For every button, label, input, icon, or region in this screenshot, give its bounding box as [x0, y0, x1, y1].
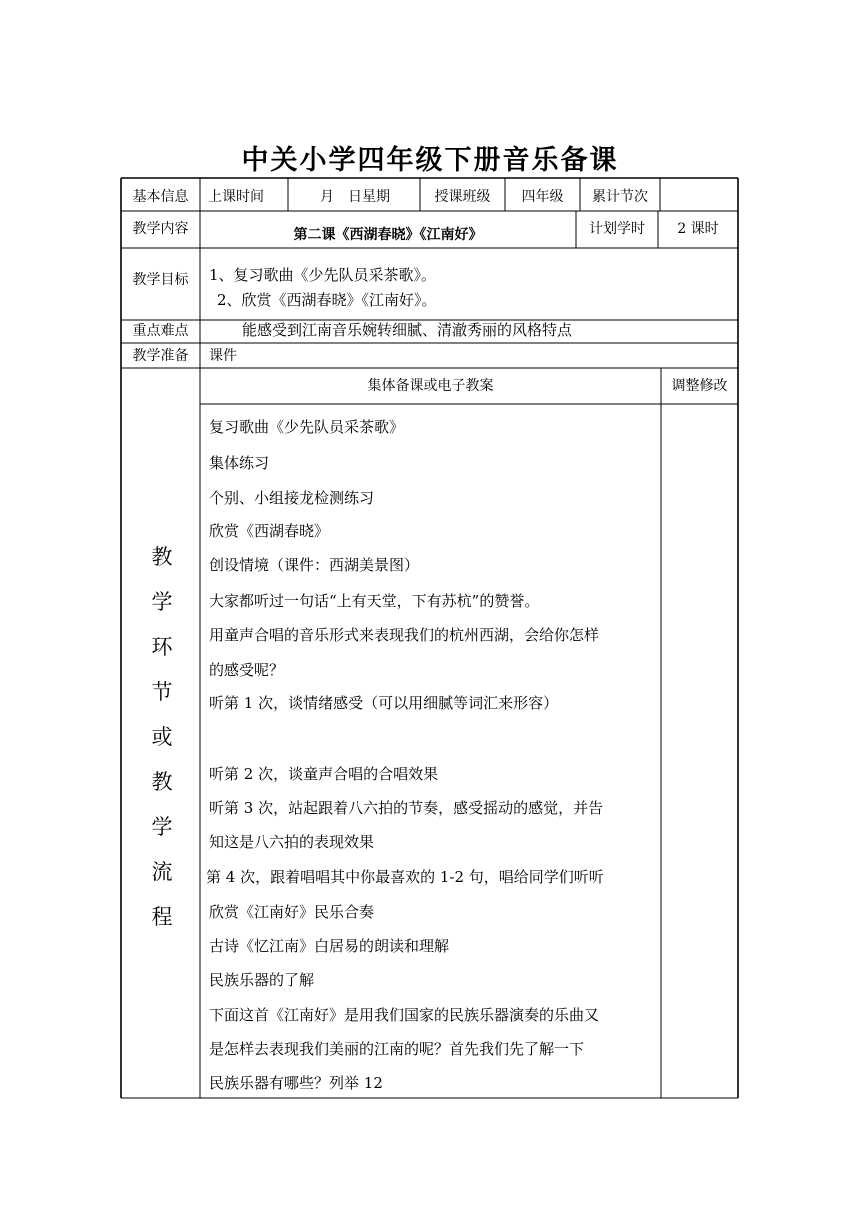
- plan-line: 民族乐器的了解: [209, 971, 315, 989]
- side-label-char: 环: [151, 635, 173, 659]
- side-label-char: 学: [151, 590, 173, 614]
- key-points-value: 能感受到江南音乐婉转细腻、清澈秀丽的风格特点: [242, 321, 573, 339]
- goal-label: 教学目标: [132, 272, 189, 288]
- plan-line: 集体练习: [209, 454, 270, 472]
- goal-line-2: 2、欣赏《西湖春晓》《江南好》。: [217, 291, 437, 309]
- page-title: 中关小学四年级下册音乐备课: [241, 145, 619, 176]
- plan-line: 第 4 次，跟着唱唱其中你最喜欢的 1-2 句，唱给同学们听听: [206, 868, 604, 886]
- adjust-header: 调整修改: [671, 378, 728, 394]
- side-label-char: 程: [151, 905, 173, 929]
- lesson-plan-header: 集体备课或电子教案: [367, 378, 494, 394]
- plan-line: 知这是八六拍的表现效果: [209, 833, 375, 851]
- class-time-label: 上课时间: [208, 189, 264, 205]
- plan-line: 听第 3 次，站起跟着八六拍的节奏，感受摇动的感觉，并告: [209, 799, 604, 817]
- plan-line: 古诗《忆江南》白居易的朗读和理解: [209, 937, 450, 955]
- plan-line: 下面这首《江南好》是用我们国家的民族乐器演奏的乐曲又: [209, 1006, 600, 1024]
- class-date-field: 月 日星期: [320, 189, 390, 205]
- lesson-count-label: 累计节次: [592, 189, 648, 205]
- content-label: 教学内容: [132, 221, 189, 237]
- side-label-char: 学: [151, 815, 173, 839]
- plan-line: 是怎样去表现我们美丽的江南的呢？首先我们先了解一下: [209, 1040, 585, 1058]
- key-points-label: 重点难点: [132, 323, 189, 339]
- plan-line: 的感受呢？: [209, 661, 285, 679]
- plan-line: 民族乐器有哪些？列举 12: [209, 1074, 383, 1092]
- basic-info-label: 基本信息: [132, 189, 189, 205]
- plan-line: 听第 1 次，谈情绪感受（可以用细腻等词汇来形容）: [209, 694, 559, 712]
- planned-hours-value: 2 课时: [677, 221, 719, 237]
- class-group-value: 四年级: [521, 189, 564, 205]
- side-label-char: 流: [151, 860, 173, 884]
- plan-line: 用童声合唱的音乐形式来表现我们的杭州西湖，会给你怎样: [209, 626, 600, 644]
- plan-line: 欣赏《江南好》民乐合奏: [209, 903, 375, 921]
- side-label-char: 教: [151, 770, 173, 794]
- preparation-label: 教学准备: [132, 348, 189, 364]
- plan-line: 个别、小组接龙检测练习: [209, 489, 375, 507]
- plan-line: 复习歌曲《少先队员采茶歌》: [209, 418, 405, 436]
- plan-line: 创设情境（课件：西湖美景图）: [209, 556, 420, 574]
- side-label-char: 节: [151, 680, 173, 704]
- plan-line: 听第 2 次，谈童声合唱的合唱效果: [209, 765, 439, 783]
- side-label-char: 或: [151, 725, 173, 749]
- goal-line-1: 1、复习歌曲《少先队员采茶歌》。: [209, 266, 437, 284]
- plan-line: 欣赏《西湖春晓》: [209, 522, 330, 540]
- content-value: 第二课《西湖春晓》《江南好》: [293, 227, 483, 243]
- planned-hours-label: 计划学时: [589, 221, 645, 237]
- class-group-label: 授课班级: [434, 189, 491, 205]
- preparation-value: 课件: [209, 348, 237, 364]
- side-label-char: 教: [151, 545, 173, 569]
- plan-line: 大家都听过一句话“上有天堂，下有苏杭”的赞誉。: [209, 592, 540, 610]
